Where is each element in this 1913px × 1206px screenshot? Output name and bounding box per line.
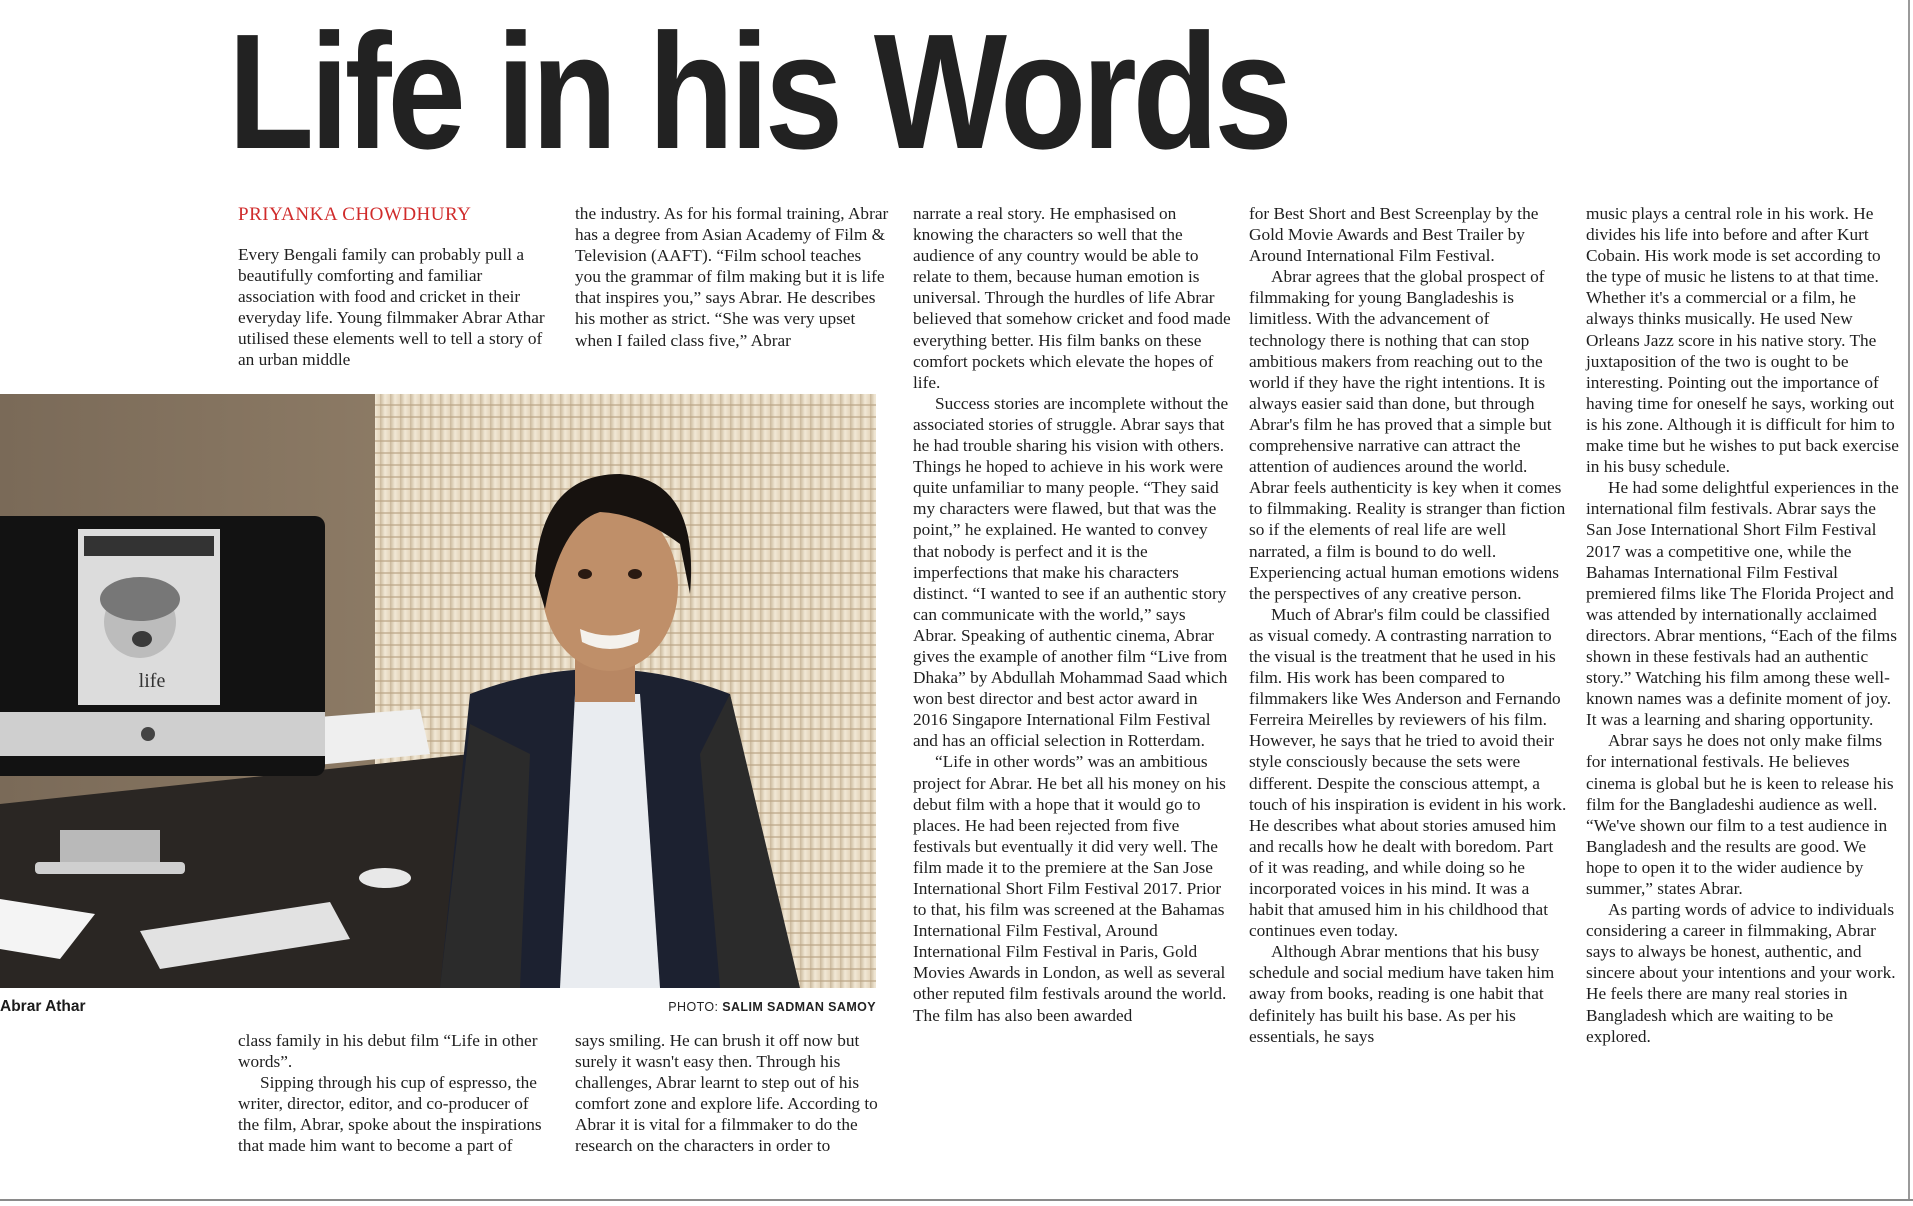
article-paragraph: Abrar says he does not only make films for international festivals. He believes cinema is global but he is keen to release his film for the Bangladeshi audience as well. “We've shown our film to a test audience in Bangladesh and the results are good. We hope to open it to the wider audience by summer,” states Abrar. — [1586, 731, 1894, 898]
article-paragraph: for Best Short and Best Screenplay by the Gold Movie Awards and Best Trailer by Around International Film Festival. — [1249, 204, 1539, 266]
byline: PRIYANKA CHOWDHURY — [238, 204, 472, 225]
article-paragraph: says smiling. He can brush it off now but surely it wasn't easy then. Through his challenges, Abrar learnt to step out of his comfort zone and explore life. According to Abrar it is vital for a filmmaker to do the research on the characters in order to — [575, 1031, 878, 1156]
mouse — [359, 868, 411, 888]
article-paragraph: He had some delightful experiences in the international film festivals. Abrar says the San Jose International Short Film Festival 2017 was a competitive one, while the Bahamas International Film Festival premiered films like The Florida Project and was attended by internationally acclaimed directors. Abrar mentions, “Each of the films shown in these festivals had an authentic story.” Watching his film among these well-known names was a definite moment of joy. It was a learning and sharing opportunity. — [1586, 478, 1899, 730]
page-edge-rule — [1908, 0, 1910, 1200]
column-3 — [913, 203, 1231, 1026]
poster-title: life — [138, 670, 166, 692]
column-2-bottom — [575, 1030, 891, 1157]
article-paragraph: Success stories are incomplete without the associated stories of struggle. Abrar says that he had trouble sharing his vision with others. Things he hoped to achieve in his work were quite unfamiliar to many people. “They said my characters were flawed, but that was the point,” he explained. He wanted to convey that nobody is perfect and it is the imperfections that make his characters distinct. “I wanted to see if an authentic story can communicate with the world,” says Abrar. Speaking of authentic cinema, Abrar gives the example of another film “Live from Dhaka” by Abdullah Mohammad Saad which won best director and best actor award in 2016 Singapore International Film Festival and has an official selection in Rotterdam. — [913, 393, 1229, 751]
column-5 — [1586, 203, 1902, 1047]
article-paragraph: Abrar agrees that the global prospect of filmmaking for young Bangladeshis is limitless. With the advancement of technology there is nothing that can stop ambitious makers from reaching out to the world if they have the right intentions. It is always easier said than done, but through Abrar's film he has proved that a simple but comprehensive narrative can attract the attention of audiences around the world. Abrar feels authenticity is key when it comes to filmmaking. Reality is stranger than fiction so if the elements of real life are well narrated, a film is bound to do well. Experiencing actual human emotions widens the perspectives of any creative person. — [1249, 267, 1566, 603]
column-2-top — [575, 203, 891, 351]
photo-credit — [668, 1000, 876, 1014]
photo-caption: Abrar Athar — [0, 998, 86, 1015]
article-paragraph: Much of Abrar's film could be classified as visual comedy. A contrasting narration to the visual is the treatment that he used in his film. His work has been compared to filmmakers like Wes Anderson and Fernando Ferreira Meirelles by reviewers of his film. However, he says that he tried to avoid their style consciously because the sets were different. Despite the conscious attempt, a touch of his inspiration is evident in his work. He describes what about stories amused him and recalls how he dealt with boredom. Part of it was reading, and while doing so he incorporated voices in his mind. It was a habit that amused him in his childhood that continues even today. — [1249, 604, 1567, 941]
bottom-rule — [0, 1199, 1913, 1201]
article-paragraph: “Life in other words” was an ambitious project for Abrar. He bet all his money on his debut film with a hope that it would go to places. He had been rejected from five festivals but eventually it did very well. The film made it to the premiere at the San Jose International Short Film Festival 2017. Prior to that, his film was screened at the Bahamas International Film Festival, Around International Film Festival in Paris, Gold Movies Awards in London, as well as several other reputed film festivals around the world. The film has also been awarded — [913, 752, 1227, 1025]
column-1-top — [238, 244, 554, 371]
photo-illustration — [0, 394, 876, 988]
article-paragraph: narrate a real story. He emphasised on knowing the characters so well that the audience of any country would be able to relate to them, because human emotion is universal. Through the hurdles of life Abrar believed that somehow cricket and food made everything better. His film banks on these comfort pockets which elevate the hopes of life. — [913, 204, 1231, 392]
headline: Life in his Words — [228, 0, 1289, 183]
article-paragraph: music plays a central role in his work. He divides his life into before and after Kurt Cobain. His work mode is set according to the type of music he listens to at that time. Whether it's a commercial or a film, he always thinks musically. He used New Orleans Jazz score in his native story. The juxtaposition of the two is ought to be interesting. Pointing out the importance of having time for oneself he says, working out is his zone. Although it is difficult for him to make time but he wishes to put back exercise in his busy schedule. — [1586, 204, 1899, 477]
article-paragraph: the industry. As for his formal training, Abrar has a degree from Asian Academy of Film & Television (AAFT). “Film school teaches you the grammar of film making but it is life that inspires you,” says Abrar. He describes his mother as strict. “She was very upset when I failed class five,” Abrar — [575, 204, 889, 350]
article-paragraph: Sipping through his cup of espresso, the writer, director, editor, and co-producer of the film, Abrar, spoke about the inspirations that made him want to become a part of — [238, 1073, 542, 1156]
photographer-name: SALIM SADMAN SAMOY — [722, 1000, 876, 1014]
column-1-bottom — [238, 1030, 554, 1157]
article-paragraph: As parting words of advice to individuals considering a career in filmmaking, Abrar says to always be honest, authentic, and sincere about your intentions and your work. He feels there are many real stories in Bangladesh which are waiting to be explored. — [1586, 900, 1896, 1046]
article-paragraph: class family in his debut film “Life in other words”. — [238, 1031, 538, 1072]
photo-credit-prefix: PHOTO: — [668, 1000, 723, 1014]
article-paragraph: Every Bengali family can probably pull a beautifully comforting and familiar association with food and cricket in their everyday life. Young filmmaker Abrar Athar utilised these elements well to tell a story of an urban middle — [238, 245, 545, 370]
feature-photo — [0, 394, 876, 988]
article-paragraph: Although Abrar mentions that his busy schedule and social medium have taken him away from books, reading is one habit that definitely has built his base. As per his essentials, he says — [1249, 942, 1555, 1046]
column-4 — [1249, 203, 1567, 1047]
